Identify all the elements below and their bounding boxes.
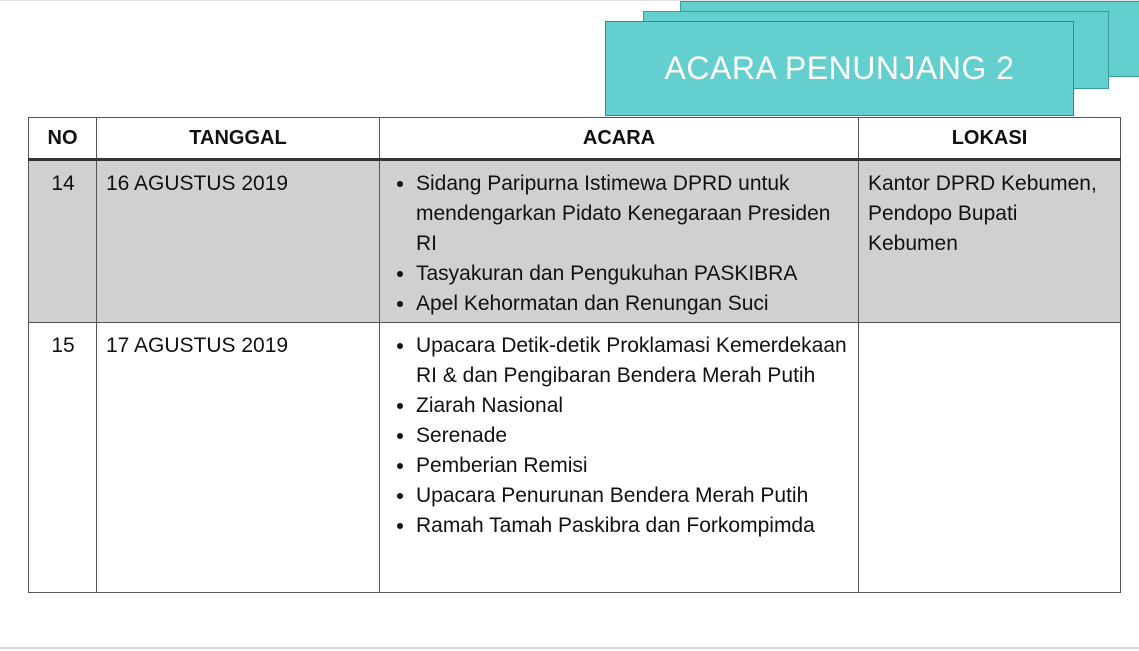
cell-no: 14 — [29, 160, 97, 323]
table-row — [29, 323, 1121, 593]
event-list — [389, 169, 850, 319]
cell-acara — [380, 160, 859, 323]
cell-lokasi: Kantor DPRD Kebumen, Pendopo Bupati Kebumen — [859, 160, 1121, 323]
cell-acara — [380, 323, 859, 593]
list-item: • Pemberian Remisi — [416, 451, 850, 481]
list-item: • Sidang Paripurna Istimewa DPRD untuk mendengarkan Pidato Kenegaraan Presiden RI — [416, 169, 850, 259]
header-no: NO — [29, 118, 97, 160]
cell-tanggal: 17 AGUSTUS 2019 — [97, 323, 380, 593]
list-item: • Tasyakuran dan Pengukuhan PASKIBRA — [416, 259, 850, 289]
list-item: • Ziarah Nasional — [416, 391, 850, 421]
cell-no: 15 — [29, 323, 97, 593]
list-item: • Serenade — [416, 421, 850, 451]
list-item: • Upacara Detik-detik Proklamasi Kemerdekaan RI & dan Pengibaran Bendera Merah Putih — [416, 331, 850, 391]
list-item: • Ramah Tamah Paskibra dan Forkompimda — [416, 511, 850, 541]
list-item: • Upacara Penurunan Bendera Merah Putih — [416, 481, 850, 511]
cell-tanggal: 16 AGUSTUS 2019 — [97, 160, 380, 323]
table-row — [29, 160, 1121, 323]
event-list — [389, 331, 850, 541]
header-tanggal: TANGGAL — [97, 118, 380, 160]
header-lokasi: LOKASI — [859, 118, 1121, 160]
cell-lokasi — [859, 323, 1121, 593]
page-title: ACARA PENUNJANG 2 — [664, 50, 1015, 86]
table-header-row — [29, 118, 1121, 160]
bottom-divider — [0, 647, 1139, 649]
schedule-table — [28, 117, 1121, 593]
list-item: • Apel Kehormatan dan Renungan Suci — [416, 289, 850, 319]
header-acara: ACARA — [380, 118, 859, 160]
